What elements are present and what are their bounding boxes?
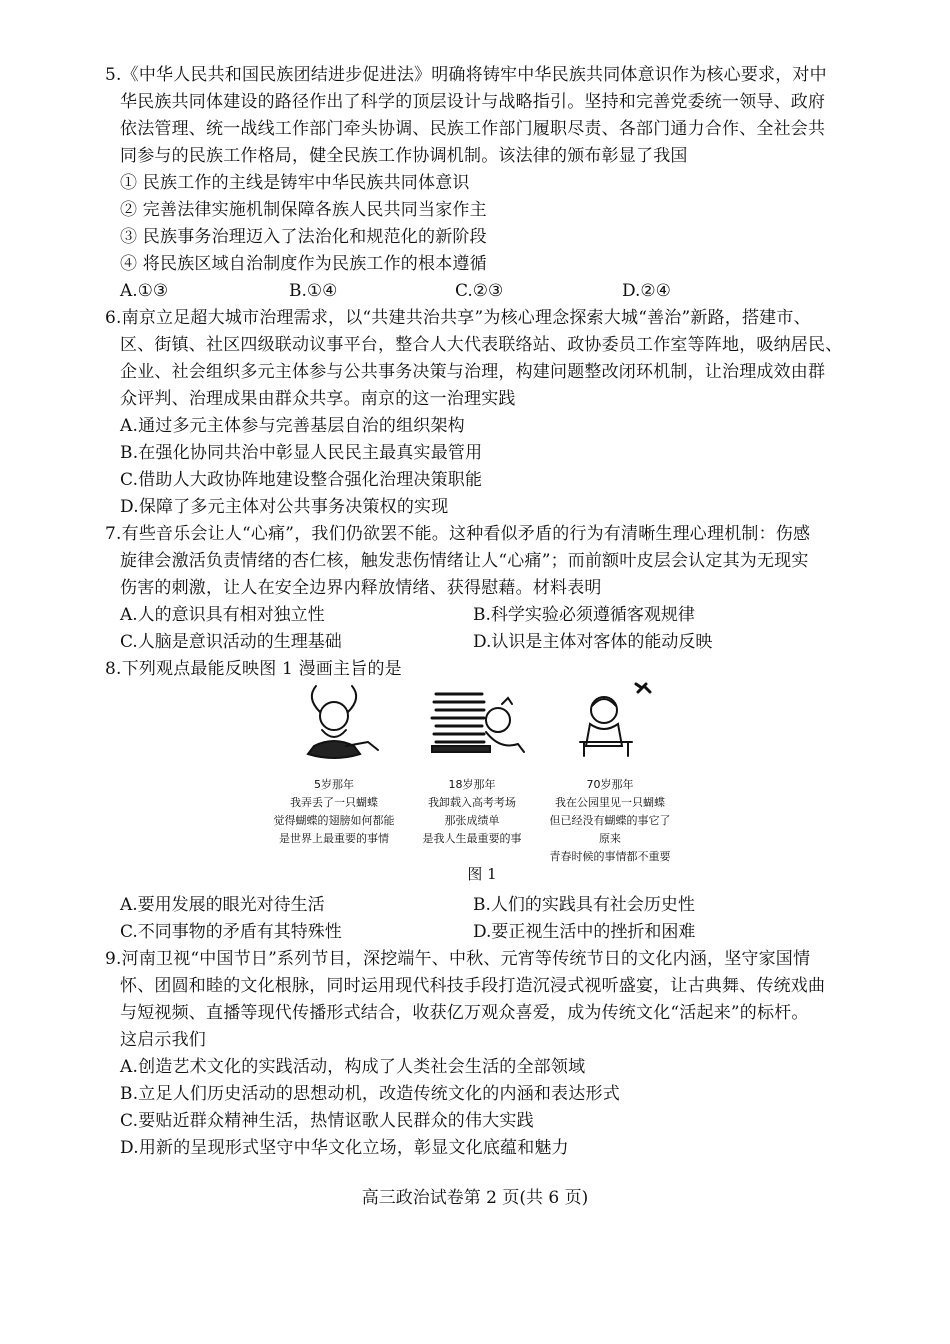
page-footer: 高三政治试卷第 2 页(共 6 页) bbox=[361, 1188, 589, 1208]
q8-option-b: B.人们的实践具有社会历史性 bbox=[473, 895, 695, 915]
q9-option-d: D.用新的呈现形式坚守中华文化立场，彰显文化底蕴和魅力 bbox=[120, 1138, 569, 1158]
q6-option-c: C.借助人大政协阵地建设整合强化治理决策职能 bbox=[120, 470, 483, 490]
q6-option-a: A.通过多元主体参与完善基层自治的组织架构 bbox=[120, 416, 465, 436]
cartoon-caption-1-1: 5岁那年 bbox=[314, 778, 354, 791]
cartoon-caption-2-3: 那张成绩单 bbox=[444, 814, 500, 827]
q8-option-a: A.要用发展的眼光对待生活 bbox=[120, 895, 325, 915]
q5-option-d: D.②④ bbox=[622, 281, 671, 301]
q7-stem-line: 7.有些音乐会让人“心痛”，我们仍欲罢不能。这种看似矛盾的行为有清晰生理心理机制：伤感 bbox=[105, 524, 811, 544]
q7-option-b: B.科学实验必须遵循客观规律 bbox=[473, 605, 695, 625]
figure-caption: 图 1 bbox=[467, 865, 497, 883]
q5-stem-line: 依法管理、统一战线工作部门牵头协调、民族工作部门履职尽责、各部门通力合作、全社会共 bbox=[120, 119, 826, 139]
q8-option-d: D.要正视生活中的挫折和困难 bbox=[473, 922, 696, 942]
q5-option-b: B.①④ bbox=[289, 281, 338, 301]
q6-option-b: B.在强化协同共治中彰显人民民主最真实最管用 bbox=[120, 443, 483, 463]
q9-option-b: B.立足人们历史活动的思想动机，改造传统文化的内涵和表达形式 bbox=[120, 1084, 620, 1104]
q7-option-a: A.人的意识具有相对独立性 bbox=[120, 605, 325, 625]
cartoon-caption-2-2: 我卸载入高考考场 bbox=[428, 796, 516, 809]
cartoon-caption-3-1: 70岁那年 bbox=[586, 778, 634, 791]
cartoon-caption-1-3: 觉得蝴蝶的翅膀如何都能 bbox=[273, 814, 395, 827]
q6-stem-line: 6.南京立足超大城市治理需求，以“共建共治共享”为核心理念探索大城“善治”新路，搭建市、 bbox=[105, 308, 811, 328]
q8-option-c: C.不同事物的矛盾有其特殊性 bbox=[120, 922, 342, 942]
q5-stem-line: 同参与的民族工作格局，健全民族工作协调机制。该法律的颁布彰显了我国 bbox=[120, 146, 688, 166]
cartoon-caption-2-4: 是我人生最重要的事 bbox=[422, 832, 522, 845]
q9-option-c: C.要贴近群众精神生活，热情讴歌人民群众的伟大实践 bbox=[120, 1111, 534, 1131]
q7-stem-line: 旋律会激活负责情绪的杏仁核，触发悲伤情绪让人“心痛”；而前额叶皮层会认定其为无现实 bbox=[120, 551, 809, 571]
q5-option-c: C.②③ bbox=[455, 281, 504, 301]
cartoon-caption-3-3: 但已经没有蝴蝶的事它了 bbox=[549, 814, 671, 827]
q6-stem-line: 企业、社会组织多元主体参与公共事务决策与治理，构建问题整改闭环机制，让治理成效由群 bbox=[120, 362, 826, 382]
cartoon-caption-1-2: 我弄丢了一只蝴蝶 bbox=[290, 796, 378, 809]
cartoon-caption-1-4: 是世界上最重要的事情 bbox=[279, 832, 389, 845]
cartoon-caption-3-5: 青春时候的事情都不重要 bbox=[549, 850, 671, 863]
q9-stem-line: 9.河南卫视“中国节日”系列节目，深挖端午、中秋、元宵等传统节日的文化内涵，坚守家国情 bbox=[105, 949, 811, 969]
cartoon-caption-3-4: 原来 bbox=[599, 832, 621, 845]
q9-option-a: A.创造艺术文化的实践活动，构成了人类社会生活的全部领域 bbox=[120, 1057, 586, 1077]
q6-stem-line: 区、街镇、社区四级联动议事平台，整合人大代表联络站、政协委员工作室等阵地，吸纳居民、 bbox=[120, 335, 843, 355]
q6-stem-line: 众评判、治理成果由群众共享。南京的这一治理实践 bbox=[120, 389, 516, 409]
q7-stem-line: 伤害的刺激，让人在安全边界内释放情绪、获得慰藉。材料表明 bbox=[120, 578, 602, 598]
child-drawing bbox=[308, 686, 378, 758]
q8-stem: 8.下列观点最能反映图 1 漫画主旨的是 bbox=[105, 659, 402, 679]
cartoon-illustration bbox=[273, 684, 678, 884]
q7-option-d: D.认识是主体对客体的能动反映 bbox=[473, 632, 713, 652]
q6-option-d: D.保障了多元主体对公共事务决策权的实现 bbox=[120, 497, 449, 517]
q9-stem-line: 与短视频、直播等现代传播形式结合，收获亿万观众喜爱，成为传统文化“活起来”的标杆。 bbox=[120, 1003, 809, 1023]
q5-statement-1: ① 民族工作的主线是铸牢中华民族共同体意识 bbox=[120, 173, 470, 193]
student-drawing bbox=[432, 694, 524, 752]
q5-stem-line: 华民族共同体建设的路径作出了科学的顶层设计与战略指引。坚持和完善党委统一领导、政府 bbox=[120, 92, 826, 112]
q9-stem-line: 怀、团圆和睦的文化根脉，同时运用现代科技手段打造沉浸式视听盛宴，让古典舞、传统戏曲 bbox=[120, 976, 826, 996]
q5-option-a: A.①③ bbox=[120, 281, 169, 301]
q9-stem-line: 这启示我们 bbox=[120, 1030, 206, 1050]
q5-stem-line: 5.《中华人民共和国民族团结进步促进法》明确将铸牢中华民族共同体意识作为核心要求，对中 bbox=[105, 65, 827, 85]
cartoon-figure bbox=[273, 684, 678, 884]
cartoon-caption-2-1: 18岁那年 bbox=[448, 778, 496, 791]
q5-statement-4: ④ 将民族区域自治制度作为民族工作的根本遵循 bbox=[120, 254, 487, 274]
elder-drawing bbox=[580, 684, 650, 756]
q7-option-c: C.人脑是意识活动的生理基础 bbox=[120, 632, 342, 652]
cartoon-caption-3-2: 我在公园里见一只蝴蝶 bbox=[555, 796, 665, 809]
q5-statement-2: ② 完善法律实施机制保障各族人民共同当家作主 bbox=[120, 200, 487, 220]
q5-statement-3: ③ 民族事务治理迈入了法治化和规范化的新阶段 bbox=[120, 227, 487, 247]
